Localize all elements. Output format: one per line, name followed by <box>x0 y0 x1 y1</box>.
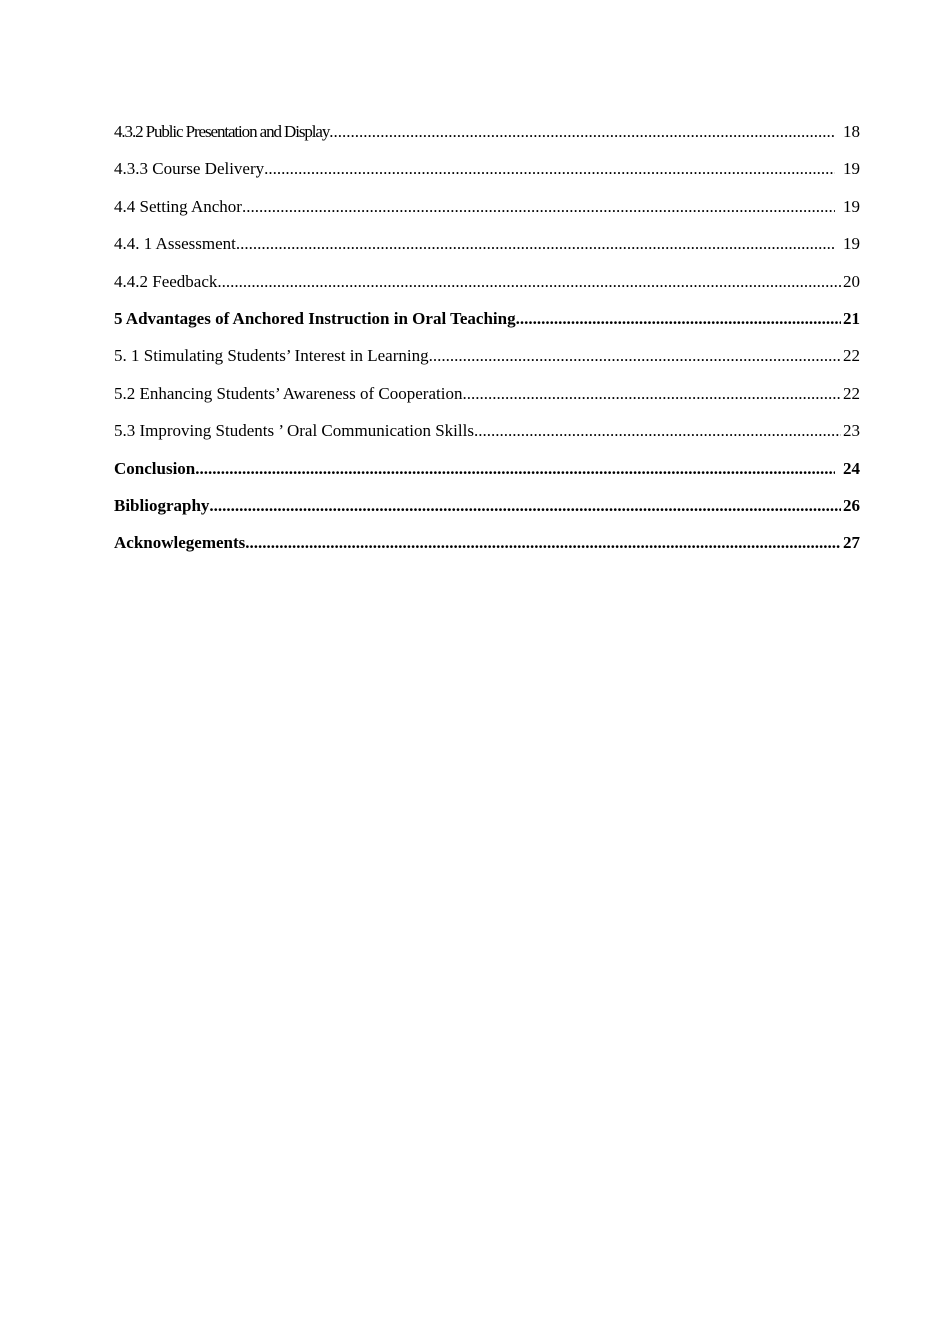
dot-leader <box>242 195 835 219</box>
toc-entry-title: Acknowlegements <box>114 533 246 553</box>
toc-entry-title: 4.3.2 Public Presentation and Display <box>114 122 330 141</box>
toc-entry-title: Conclusion <box>114 458 196 478</box>
toc-entry-conclusion[interactable] <box>114 457 860 494</box>
toc-entry-page: 20 <box>843 271 860 291</box>
toc-entry-title: 4.4. 1 Assessment <box>114 234 236 254</box>
toc-entry-4-4-2[interactable] <box>114 270 860 307</box>
toc-entry-title: 5 Advantages of Anchored Instruction in Oral Teaching <box>114 308 516 328</box>
toc-entry-4-4[interactable] <box>114 195 860 232</box>
dot-leader <box>236 232 835 256</box>
toc-entry-page: 22 <box>843 346 860 366</box>
toc-entry-5-1[interactable] <box>114 344 860 381</box>
dot-leader <box>474 419 841 443</box>
toc-entry-page: 21 <box>843 308 860 328</box>
toc-entry-title: 5.3 Improving Students ’ Oral Communication Skills <box>114 421 474 441</box>
toc-entry-5[interactable] <box>114 307 860 344</box>
toc-entry-title: 4.4 Setting Anchor <box>114 196 242 216</box>
toc-entry-4-4-1[interactable] <box>114 232 860 269</box>
toc-entry-page: 27 <box>843 533 860 553</box>
dot-leader <box>245 531 841 555</box>
toc-entry-title: 4.4.2 Feedback <box>114 271 218 291</box>
toc-entry-page: 24 <box>843 458 860 478</box>
dot-leader <box>264 157 835 181</box>
dot-leader <box>429 344 841 368</box>
dot-leader <box>195 457 835 481</box>
toc-entry-page: 26 <box>843 495 860 515</box>
toc-entry-title: 5.2 Enhancing Students’ Awareness of Cooperation <box>114 383 463 403</box>
dot-leader <box>329 120 835 144</box>
dot-leader <box>209 494 841 518</box>
toc-entry-page: 23 <box>843 421 860 441</box>
toc-entry-page: 22 <box>843 383 860 403</box>
toc-entry-bibliography[interactable] <box>114 494 860 531</box>
toc-entry-5-3[interactable] <box>114 419 860 456</box>
table-of-contents <box>114 120 860 569</box>
toc-entry-title: Bibliography <box>114 495 210 515</box>
toc-entry-4-3-3[interactable] <box>114 157 860 194</box>
toc-entry-page: 19 <box>843 159 860 179</box>
dot-leader <box>217 270 841 294</box>
toc-entry-4-3-2[interactable] <box>114 120 860 157</box>
toc-entry-title: 5. 1 Stimulating Students’ Interest in Learning <box>114 346 429 366</box>
dot-leader <box>462 382 841 406</box>
toc-entry-page: 19 <box>843 234 860 254</box>
toc-entry-title: 4.3.3 Course Delivery <box>114 159 265 179</box>
toc-entry-page: 19 <box>843 196 860 216</box>
toc-entry-acknowledgements[interactable] <box>114 531 860 568</box>
toc-entry-page: 18 <box>843 122 860 141</box>
dot-leader <box>516 307 841 331</box>
toc-entry-5-2[interactable] <box>114 382 860 419</box>
